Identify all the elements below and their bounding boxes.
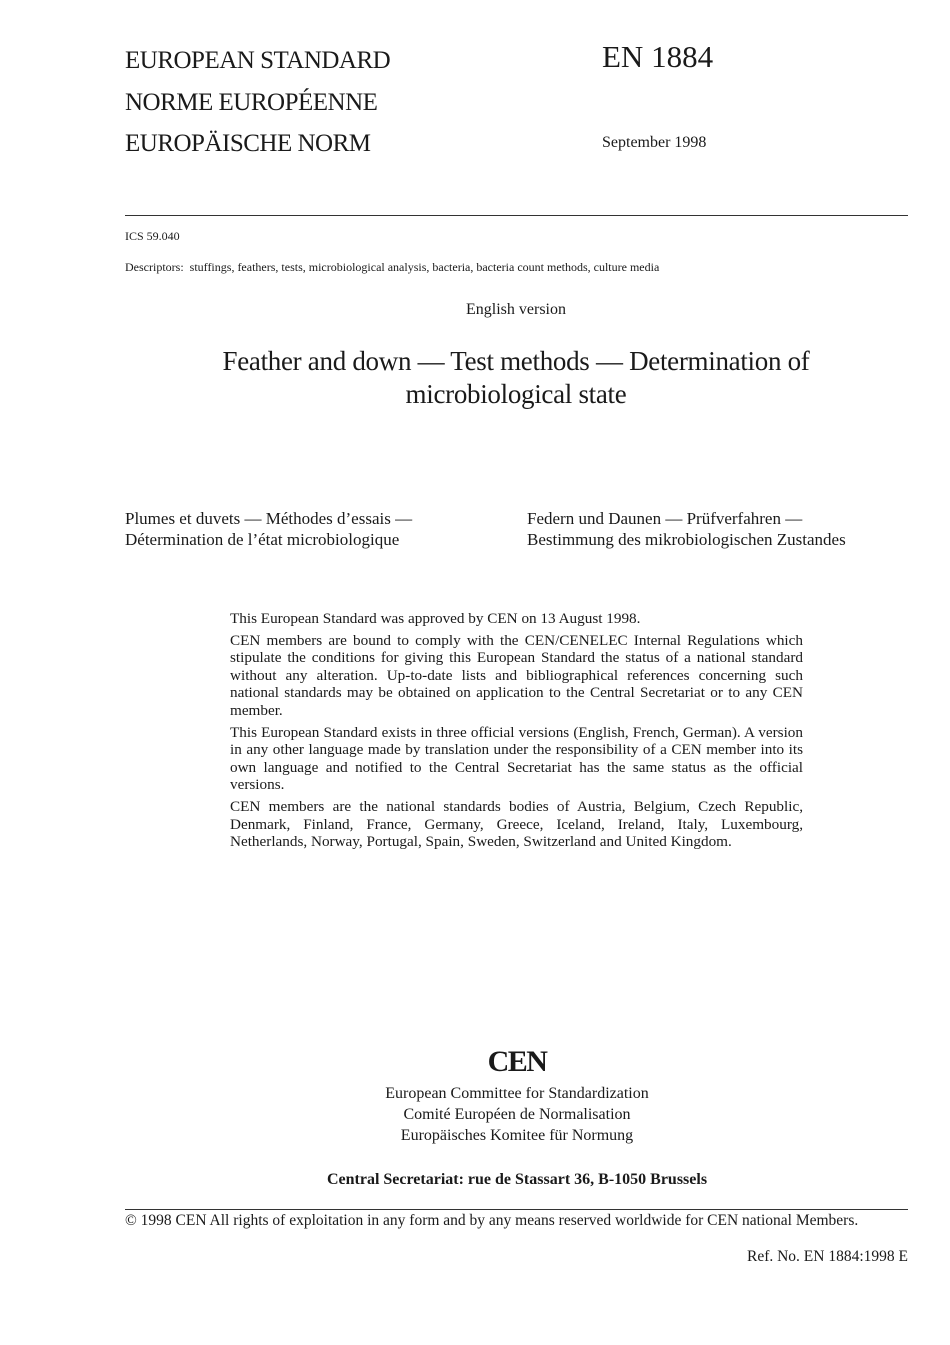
approval-paragraph-4: CEN members are the national standards bodies of Austria, Belgium, Czech Republic, Denmark, Finland, France, Germany, Greece, Iceland, Ireland, Italy, Luxembourg, Netherlands, Norway, Portugal, Spain, Sweden, Switzerland and United Kingdom. (230, 797, 803, 851)
organization-name-english: European Committee for Standardization (385, 1085, 649, 1102)
approval-statement (230, 610, 803, 855)
standard-type-english: EUROPEAN STANDARD (125, 47, 391, 74)
descriptors-list: stuffings, feathers, tests, microbiological analysis, bacteria, bacteria count methods, culture media (189, 260, 660, 274)
publication-date: September 1998 (602, 134, 707, 151)
approval-paragraph-2: CEN members are bound to comply with the CEN/CENELEC Internal Regulations which stipulate the conditions for giving this European Standard the status of a national standard without any alteration. Up-to-date lists and bibliographical references concerning such national standards may be obtained on application to the Central Secretariat or to any CEN member. (230, 631, 803, 719)
approval-paragraph-3: This European Standard exists in three official versions (English, French, German). A version in any other language made by translation under the responsibility of a CEN member into its own language and notified to the Central Secretariat has the same status as the official versions. (230, 723, 803, 794)
language-version: English version (466, 301, 566, 318)
standard-type-french: NORME EUROPÉENNE (125, 89, 378, 116)
organization-block (300, 1045, 734, 1146)
title-fr-line-1: Plumes et duvets — Méthodes d’essais — (125, 509, 413, 528)
bottom-divider (125, 1209, 908, 1210)
organization-name-french: Comité Européen de Normalisation (403, 1106, 631, 1123)
descriptors (125, 260, 659, 275)
document-title-french (125, 508, 412, 550)
title-fr-line-2: Détermination de l’état microbiologique (125, 530, 400, 549)
secretariat-address: Central Secretariat: rue de Stassart 36, B-1050 Brussels (326, 1171, 708, 1188)
top-divider (125, 215, 908, 216)
copyright-notice: © 1998 CEN All rights of exploitation in any form and by any means reserved worldwide for CEN national Members. (125, 1212, 859, 1229)
title-line-1: Feather and down — Test methods — Determination of (222, 346, 810, 376)
standard-type-german: EUROPÄISCHE NORM (125, 130, 371, 157)
reference-number: Ref. No. EN 1884:1998 E (746, 1248, 908, 1265)
document-title-english (150, 345, 882, 411)
organization-name-german: Europäisches Komitee für Normung (400, 1127, 634, 1144)
approval-paragraph-1: This European Standard was approved by CEN on 13 August 1998. (230, 610, 641, 627)
title-line-2: microbiological state (405, 379, 627, 409)
title-de-line-1: Federn und Daunen — Prüfverfahren — (527, 509, 803, 528)
ics-code: ICS 59.040 (125, 229, 180, 243)
document-title-german (527, 508, 846, 550)
cen-logo: CEN (487, 1045, 547, 1078)
standard-number: EN 1884 (602, 39, 714, 74)
title-de-line-2: Bestimmung des mikrobiologischen Zustandes (527, 530, 846, 549)
descriptors-label: Descriptors: (125, 260, 184, 274)
